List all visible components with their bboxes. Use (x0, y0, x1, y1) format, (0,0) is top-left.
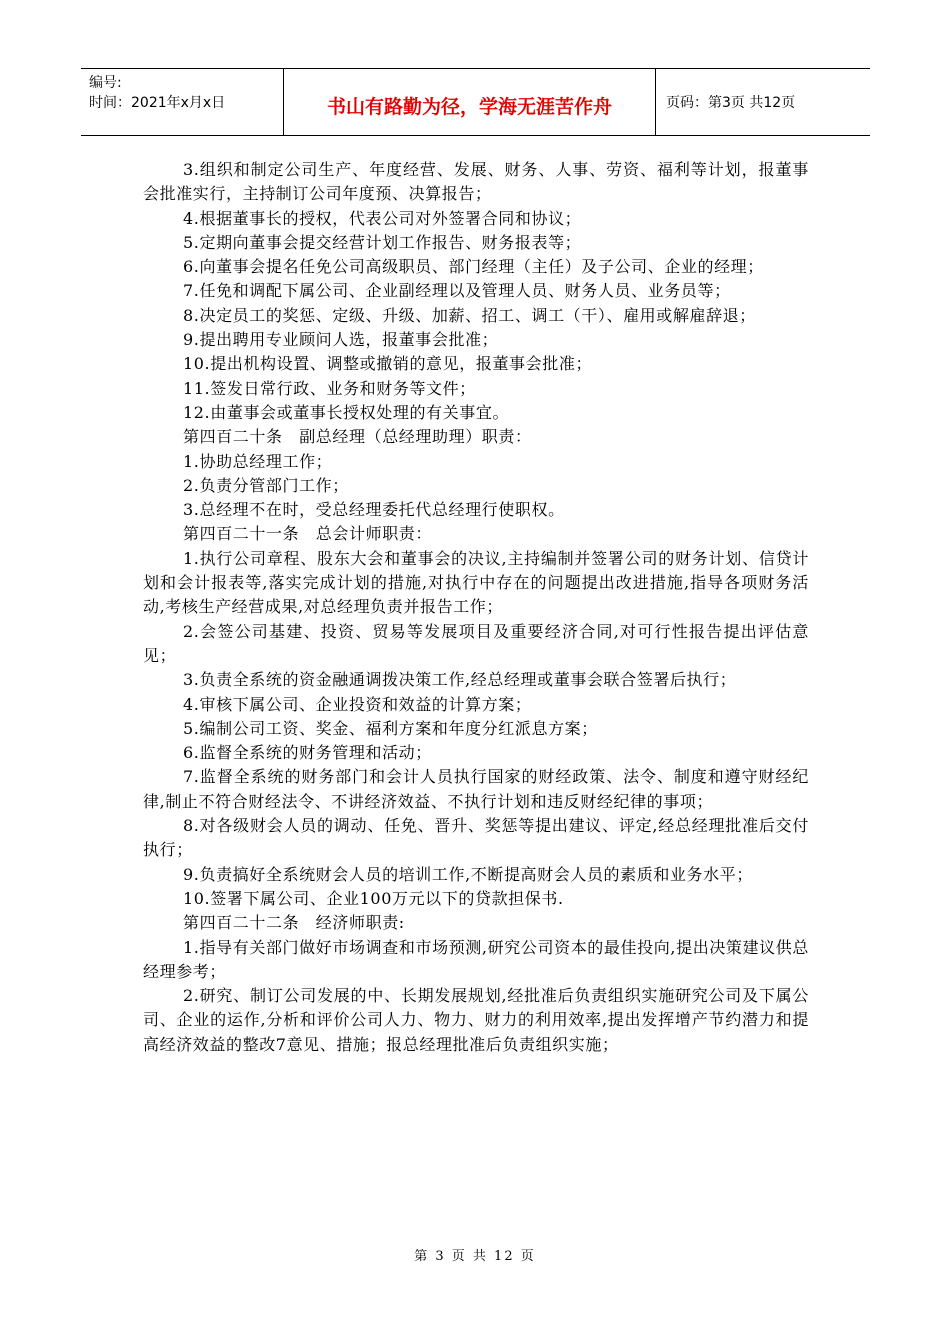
time-label: 时间：2021年x月x日 (89, 95, 226, 111)
paragraph: 10.签署下属公司、企业100万元以下的贷款担保书. (183, 888, 564, 908)
page-footer: 第 3 页 共 12 页 (414, 1249, 536, 1264)
header-motto: 书山有路勤为径，学海无涯苦作舟 (284, 69, 656, 135)
document-body (143, 158, 809, 1057)
paragraph: 5.编制公司工资、奖金、福利方案和年度分红派息方案； (183, 718, 598, 738)
number-label: 编号: (89, 75, 122, 91)
paragraph: 6.向董事会提名任免公司高级职员、部门经理（主任）及子公司、企业的经理； (183, 257, 764, 277)
header-page-info: 页码：第3页 共12页 (666, 95, 796, 111)
paragraph: 2.研究、制订公司发展的中、长期发展规划,经批准后负责组织实施研究公司及下属公司、企业的运作,分析和评价公司人力、物力、财力的利用效率,提出发挥增产节约潜力和提高经济效益的整改7意见、措施；报总经理批准后负责组织实施； (143, 986, 809, 1054)
article-heading: 第四百二十二条 经济师职责: (183, 913, 405, 933)
paragraph: 4.根据董事长的授权，代表公司对外签署合同和协议； (183, 208, 582, 228)
article-heading: 第四百二十一条 总会计师职责： (183, 524, 433, 544)
paragraph: 2.负责分管部门工作； (183, 475, 349, 495)
paragraph: 9.提出聘用专业顾问人选，报董事会批准； (183, 330, 499, 350)
paragraph: 1.协助总经理工作； (183, 451, 333, 471)
paragraph: 2.会签公司基建、投资、贸易等发展项目及重要经济合同,对可行性报告提出评估意见； (143, 621, 809, 665)
page-header (81, 68, 870, 136)
paragraph: 6.监督全系统的财务管理和活动； (183, 743, 432, 763)
paragraph: 1.指导有关部门做好市场调查和市场预测,研究公司资本的最佳投向,提出决策建议供总经理参考； (143, 937, 809, 981)
paragraph: 5.定期向董事会提交经营计划工作报告、财务报表等； (183, 232, 582, 252)
paragraph: 8.对各级财会人员的调动、任免、晋升、奖惩等提出建议、评定,经总经理批准后交付执行； (143, 816, 809, 860)
paragraph: 7.任免和调配下属公司、企业副经理以及管理人员、财务人员、业务员等； (183, 281, 731, 301)
header-meta (81, 69, 284, 135)
paragraph: 10.提出机构设置、调整或撤销的意见，报董事会批准； (183, 354, 593, 374)
paragraph: 3.负责全系统的资金融通调拨决策工作,经总经理或董事会联合签署后执行； (183, 670, 737, 690)
paragraph: 7.监督全系统的财务部门和会计人员执行国家的财经政策、法令、制度和遵守财经纪律,制止不符合财经法令、不讲经济效益、不执行计划和违反财经纪律的事项； (143, 767, 809, 811)
paragraph: 3.组织和制定公司生产、年度经营、发展、财务、人事、劳资、福利等计划，报董事会批准实行，主持制订公司年度预、决算报告； (143, 160, 809, 204)
article-heading: 第四百二十条 副总经理（总经理助理）职责： (183, 427, 532, 447)
paragraph: 12.由董事会或董事长授权处理的有关事宜。 (183, 402, 510, 422)
paragraph: 8.决定员工的奖惩、定级、升级、加薪、招工、调工（干）、雇用或解雇辞退； (183, 305, 756, 325)
paragraph: 4.审核下属公司、企业投资和效益的计算方案； (183, 694, 532, 714)
paragraph: 1.执行公司章程、股东大会和董事会的决议,主持编制并签署公司的财务计划、信贷计划和会计报表等,落实完成计划的措施,对执行中存在的问题提出改进措施,指导各项财务活动,考核生产经营成果,对总经理负责并报告工作； (143, 548, 809, 617)
paragraph: 9.负责搞好全系统财会人员的培训工作,不断提高财会人员的素质和业务水平； (183, 864, 753, 884)
paragraph: 3.总经理不在时，受总经理委托代总经理行使职权。 (183, 500, 565, 520)
paragraph: 11.签发日常行政、业务和财务等文件； (183, 378, 476, 398)
